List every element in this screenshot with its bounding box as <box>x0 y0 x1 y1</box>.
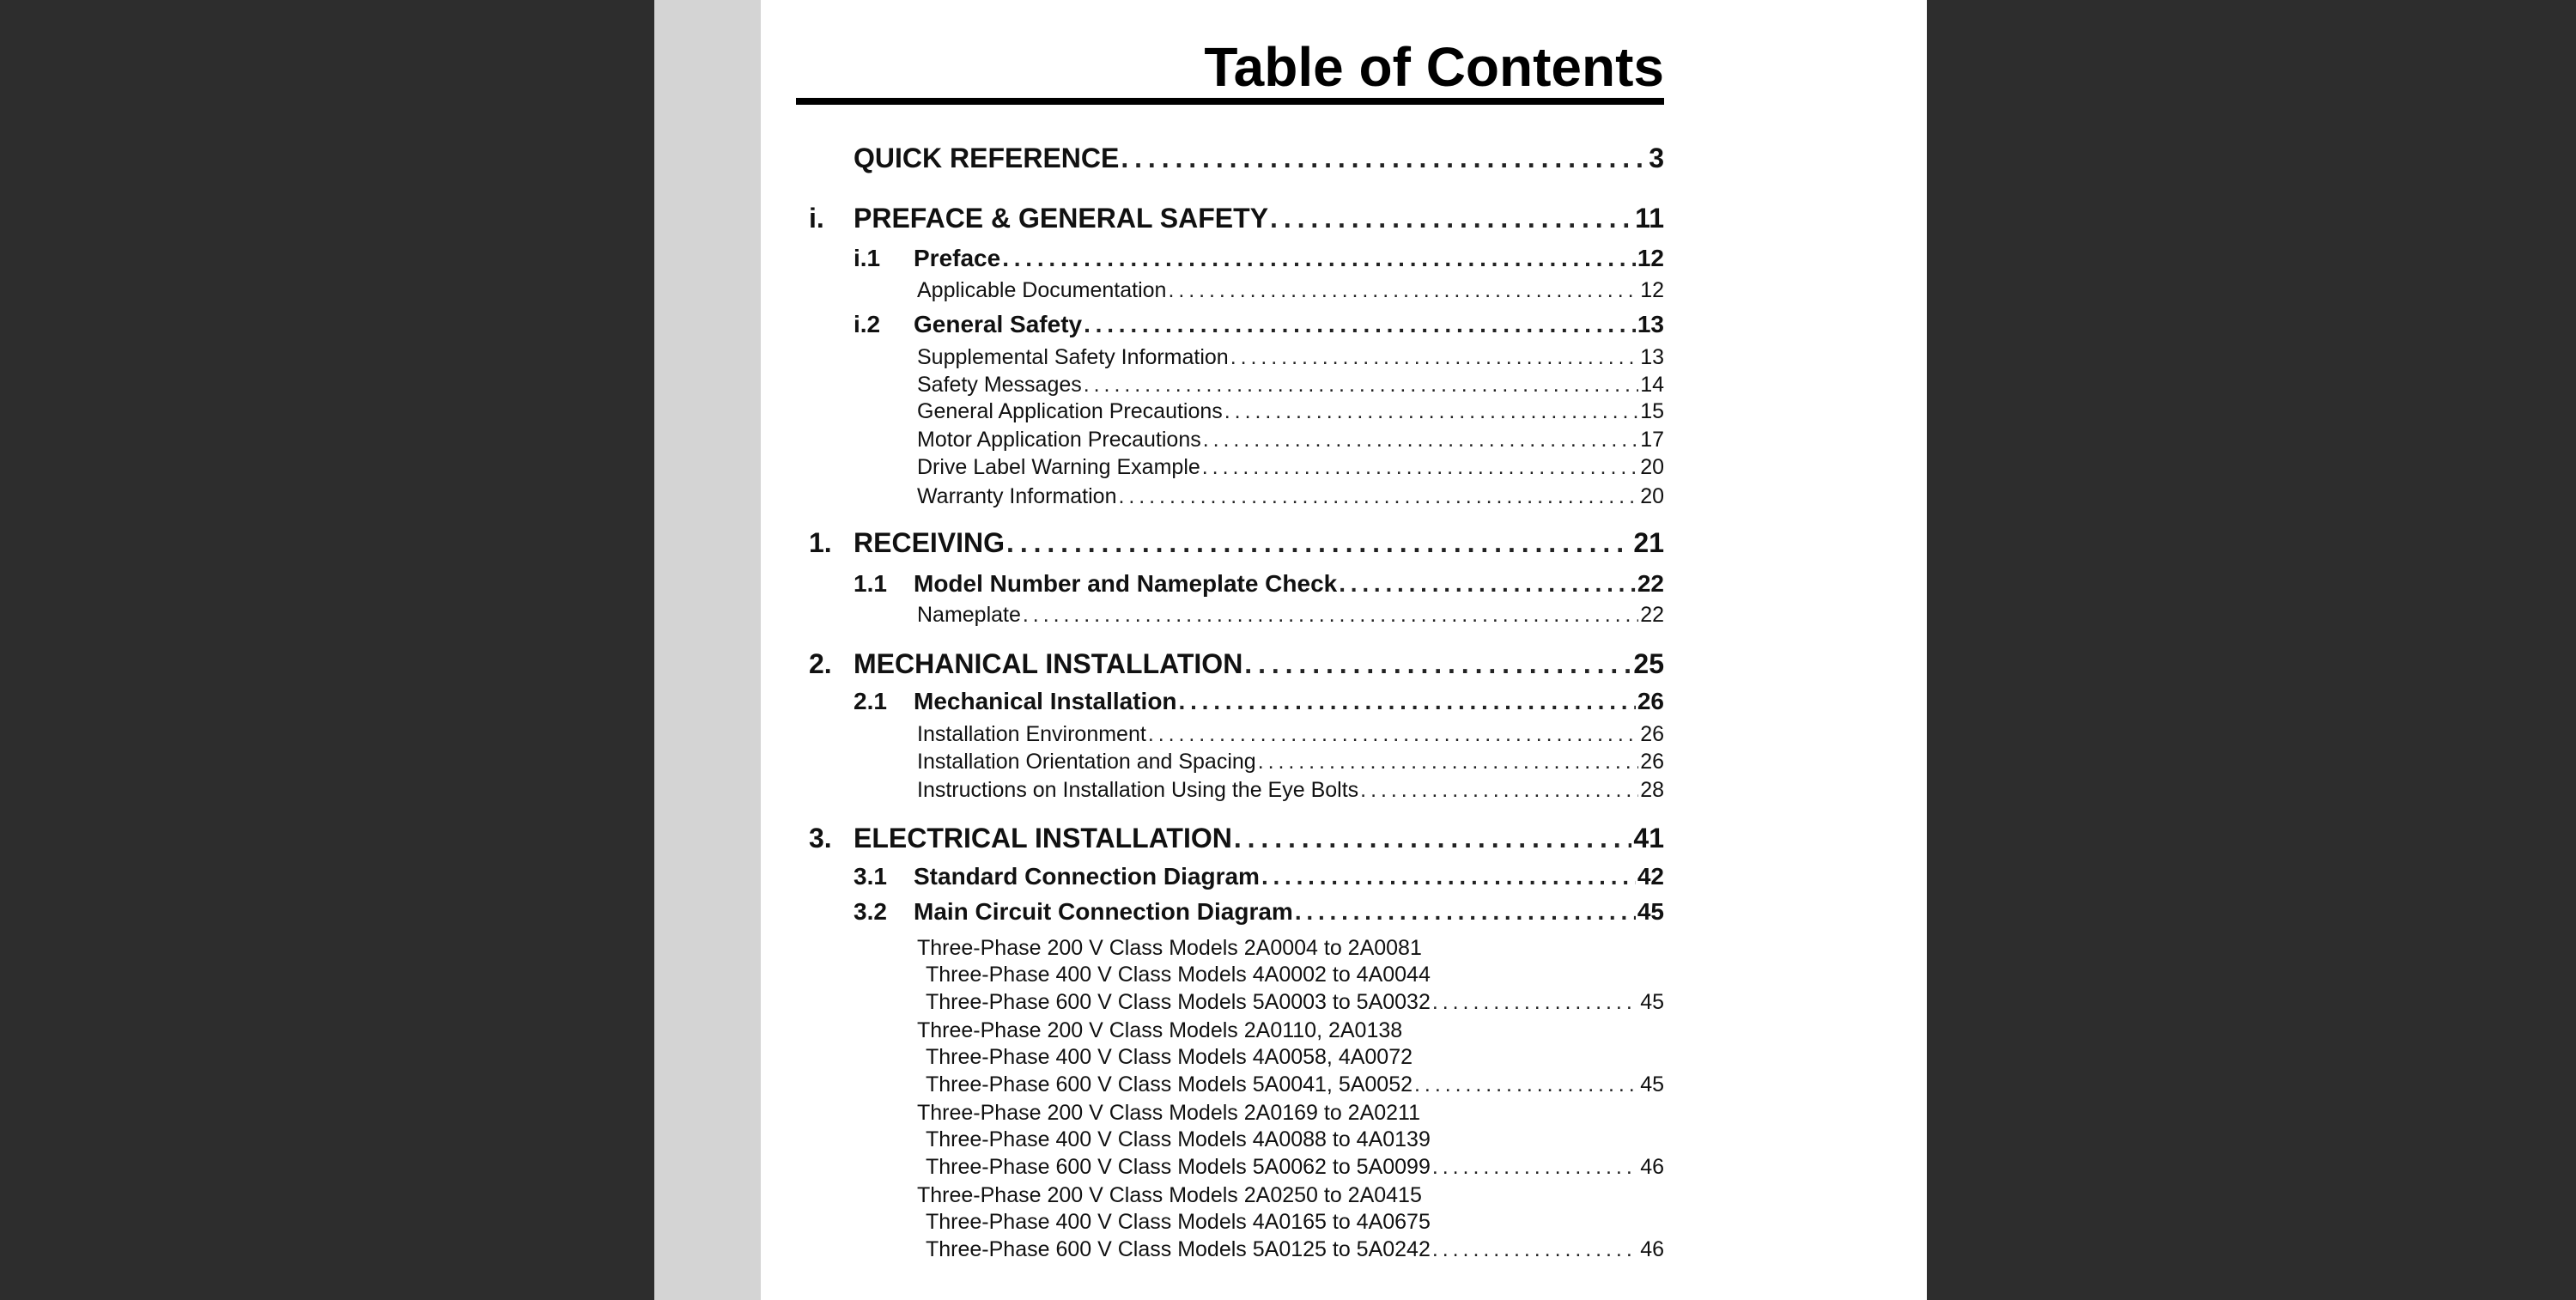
toc-section-number: i.2 <box>854 311 881 337</box>
dot-leader <box>1258 750 1638 775</box>
toc-entry[interactable] <box>917 455 1664 482</box>
document-page <box>654 0 1927 1300</box>
toc-page-number: 26 <box>1637 688 1664 714</box>
toc-entry-label: General Application Precautions <box>917 399 1223 423</box>
toc-entry-label: Nameplate <box>917 603 1021 627</box>
dot-leader <box>1432 990 1638 1015</box>
page-margin-strip <box>654 0 761 1300</box>
toc-entry-label: Three-Phase 200 V Class Models 2A0110, 2A0138 <box>917 1018 1403 1042</box>
toc-entry[interactable] <box>917 428 1664 454</box>
dot-leader <box>1224 399 1638 424</box>
toc-page-number: 45 <box>1640 1072 1664 1096</box>
dot-leader <box>1414 1072 1638 1097</box>
toc-entry[interactable] <box>854 527 1664 562</box>
toc-page-number: 28 <box>1640 778 1664 802</box>
toc-entry-label: Drive Label Warning Example <box>917 455 1200 479</box>
title-divider <box>796 98 1664 105</box>
dot-leader <box>1202 455 1638 480</box>
dot-leader <box>1360 778 1638 803</box>
toc-entry-label: Supplemental Safety Information <box>917 345 1229 369</box>
toc-entry[interactable] <box>914 898 1664 929</box>
dot-leader <box>1230 345 1638 370</box>
toc-entry-label: Three-Phase 200 V Class Models 2A0250 to 2A0415 <box>917 1183 1422 1207</box>
toc-entry-label: Preface <box>914 245 1001 271</box>
toc-page-number: 12 <box>1637 245 1664 271</box>
toc-entry[interactable] <box>917 1183 1422 1210</box>
toc-entry[interactable] <box>854 203 1664 237</box>
toc-page-number: 45 <box>1637 898 1664 925</box>
toc-entry[interactable] <box>914 311 1664 342</box>
toc-entry-label: MECHANICAL INSTALLATION <box>854 648 1243 679</box>
dot-leader <box>1118 484 1638 509</box>
toc-page-number: 20 <box>1640 484 1664 508</box>
toc-page-number: 3 <box>1649 143 1664 173</box>
toc-entry-label: Warranty Information <box>917 484 1117 508</box>
toc-entry[interactable] <box>926 963 1431 989</box>
dot-leader <box>1244 648 1631 680</box>
toc-page-number: 13 <box>1637 311 1664 337</box>
toc-page-number: 45 <box>1640 990 1664 1014</box>
dot-leader <box>1084 311 1636 338</box>
toc-entry[interactable] <box>914 245 1664 276</box>
toc-section-number: 3.1 <box>854 863 887 890</box>
toc-entry[interactable] <box>854 823 1664 857</box>
toc-page-number: 26 <box>1640 722 1664 746</box>
toc-entry-label: Safety Messages <box>917 373 1082 397</box>
toc-page-number: 15 <box>1640 399 1664 423</box>
toc-entry-label: Main Circuit Connection Diagram <box>914 898 1293 925</box>
toc-page-number: 41 <box>1633 823 1664 854</box>
dot-leader <box>1339 570 1636 598</box>
toc-entry[interactable] <box>926 1127 1431 1154</box>
dot-leader <box>1261 863 1636 890</box>
toc-page-number: 14 <box>1640 373 1664 397</box>
dot-leader <box>1148 722 1638 747</box>
toc-section-number: 1. <box>809 527 832 558</box>
toc-entry-label: Three-Phase 600 V Class Models 5A0003 to 5A0032 <box>926 990 1431 1014</box>
toc-section-number: 2.1 <box>854 688 887 714</box>
toc-entry[interactable] <box>917 750 1664 776</box>
toc-entry[interactable] <box>926 1045 1413 1072</box>
toc-entry-label: Installation Environment <box>917 722 1146 746</box>
toc-entry-label: QUICK REFERENCE <box>854 143 1120 173</box>
toc-entry[interactable] <box>926 990 1664 1017</box>
toc-page-number: 42 <box>1637 863 1664 890</box>
toc-entry[interactable] <box>917 484 1664 511</box>
toc-entry-label: Installation Orientation and Spacing <box>917 750 1256 774</box>
toc-entry-label: Applicable Documentation <box>917 278 1167 302</box>
toc-entry-label: Three-Phase 600 V Class Models 5A0062 to 5A0099 <box>926 1155 1431 1179</box>
toc-page-number: 17 <box>1640 428 1664 452</box>
toc-entry[interactable] <box>917 278 1664 305</box>
toc-entry-label: Three-Phase 200 V Class Models 2A0004 to 2A0081 <box>917 936 1422 960</box>
toc-entry[interactable] <box>917 936 1422 963</box>
toc-entry[interactable] <box>854 143 1664 177</box>
toc-section-number: 3. <box>809 823 832 854</box>
toc-entry-label: Motor Application Precautions <box>917 428 1201 452</box>
dot-leader <box>1006 527 1631 559</box>
toc-page-number: 46 <box>1640 1237 1664 1261</box>
toc-entry[interactable] <box>926 1210 1431 1236</box>
toc-page-number: 13 <box>1640 345 1664 369</box>
dot-leader <box>1084 373 1638 398</box>
dot-leader <box>1432 1237 1638 1262</box>
toc-entry[interactable] <box>914 863 1664 894</box>
toc-entry[interactable] <box>926 1237 1664 1264</box>
toc-entry-label: General Safety <box>914 311 1083 337</box>
toc-entry[interactable] <box>854 648 1664 683</box>
toc-page-number: 22 <box>1637 570 1664 597</box>
toc-entry[interactable] <box>917 1018 1402 1045</box>
toc-section-number: i.1 <box>854 245 881 271</box>
toc-section-number: i. <box>809 203 824 234</box>
toc-entry-label: RECEIVING <box>854 527 1005 558</box>
toc-page-number: 21 <box>1633 527 1664 558</box>
dot-leader <box>1295 898 1636 926</box>
toc-page-number: 25 <box>1633 648 1664 679</box>
dot-leader <box>1121 143 1647 174</box>
toc-entry-label: ELECTRICAL INSTALLATION <box>854 823 1232 854</box>
toc-entry-label: Standard Connection Diagram <box>914 863 1260 890</box>
toc-page-number: 11 <box>1635 203 1664 234</box>
dot-leader <box>1270 203 1633 234</box>
toc-entry[interactable] <box>917 399 1664 426</box>
dot-leader <box>1203 428 1638 453</box>
toc-entry[interactable] <box>914 688 1664 719</box>
dot-leader <box>1432 1155 1638 1180</box>
toc-entry-label: Three-Phase 600 V Class Models 5A0041, 5A0052 <box>926 1072 1413 1096</box>
toc-entry[interactable] <box>926 1072 1664 1099</box>
toc-entry[interactable] <box>914 570 1664 601</box>
dot-leader <box>1168 278 1638 303</box>
dot-leader <box>1234 823 1632 854</box>
toc-section-number: 3.2 <box>854 898 887 925</box>
page-title: Table of Contents <box>1204 36 1664 98</box>
toc-entry[interactable] <box>917 778 1664 805</box>
toc-entry-label: Three-Phase 400 V Class Models 4A0002 to 4A0044 <box>926 963 1431 987</box>
toc-entry[interactable] <box>917 345 1664 372</box>
dot-leader <box>1179 688 1636 715</box>
toc-entry-label: Instructions on Installation Using the Eye Bolts <box>917 778 1359 802</box>
toc-entry-label: Mechanical Installation <box>914 688 1177 714</box>
toc-page-number: 22 <box>1640 603 1664 627</box>
dot-leader <box>1002 245 1636 272</box>
toc-entry[interactable] <box>926 1155 1664 1182</box>
toc-page-number: 46 <box>1640 1155 1664 1179</box>
toc-entry[interactable] <box>917 603 1664 629</box>
dot-leader <box>1023 603 1638 628</box>
toc-entry[interactable] <box>917 373 1664 399</box>
toc-entry-label: Model Number and Nameplate Check <box>914 570 1338 597</box>
toc-entry-label: PREFACE & GENERAL SAFETY <box>854 203 1269 234</box>
toc-page-number: 26 <box>1640 750 1664 774</box>
toc-entry[interactable] <box>917 722 1664 749</box>
toc-page-number: 20 <box>1640 455 1664 479</box>
toc-entry-label: Three-Phase 400 V Class Models 4A0165 to 4A0675 <box>926 1210 1431 1234</box>
toc-entry-label: Three-Phase 200 V Class Models 2A0169 to 2A0211 <box>917 1101 1421 1125</box>
toc-section-number: 1.1 <box>854 570 887 597</box>
toc-entry[interactable] <box>917 1101 1420 1127</box>
toc-entry-label: Three-Phase 400 V Class Models 4A0058, 4A0072 <box>926 1045 1413 1069</box>
toc-page-number: 12 <box>1640 278 1664 302</box>
toc-entry-label: Three-Phase 600 V Class Models 5A0125 to 5A0242 <box>926 1237 1431 1261</box>
toc-entry-label: Three-Phase 400 V Class Models 4A0088 to 4A0139 <box>926 1127 1431 1151</box>
toc-section-number: 2. <box>809 648 832 679</box>
